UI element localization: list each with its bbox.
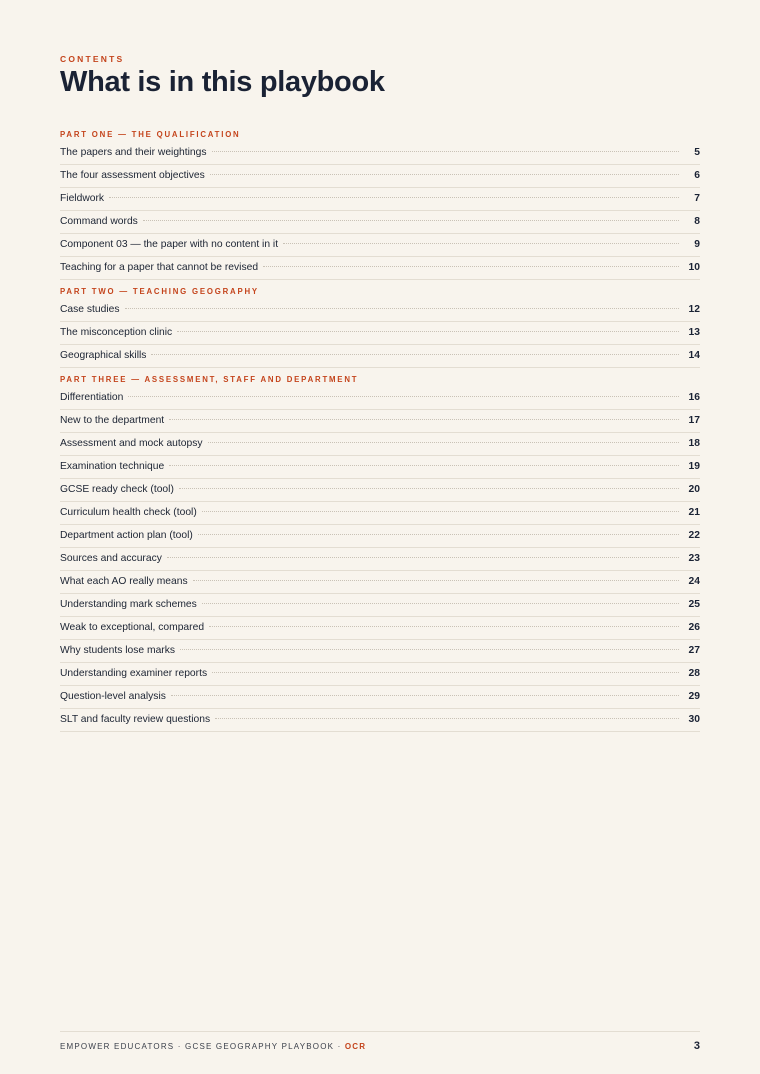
- toc-entry-title: The misconception clinic: [60, 327, 173, 338]
- toc-entry-page: 21: [688, 507, 700, 518]
- toc-entry-title: Weak to exceptional, compared: [60, 622, 205, 633]
- toc-entry-title: Assessment and mock autopsy: [60, 438, 203, 449]
- toc-entry[interactable]: [60, 640, 700, 663]
- toc-entry[interactable]: [60, 234, 700, 257]
- toc-entry-page: 16: [688, 392, 700, 403]
- toc-entry-title: Why students lose marks: [60, 645, 176, 656]
- toc-entry-title: Department action plan (tool): [60, 530, 193, 541]
- dot-leader: [167, 557, 679, 558]
- dot-leader: [208, 442, 679, 443]
- toc-entry[interactable]: [60, 410, 700, 433]
- toc-entry-page: 29: [688, 691, 700, 702]
- toc-entry-page: 6: [694, 170, 700, 181]
- toc-entry-title: Differentiation: [60, 392, 124, 403]
- toc-entry-page: 27: [688, 645, 700, 656]
- toc-entry-page: 8: [694, 216, 700, 227]
- toc-entry-title: Fieldwork: [60, 193, 105, 204]
- toc-entry[interactable]: [60, 142, 700, 165]
- toc-entry-page: 9: [694, 239, 700, 250]
- dot-leader: [169, 419, 679, 420]
- toc-entry[interactable]: [60, 594, 700, 617]
- table-of-contents: [60, 128, 700, 732]
- toc-entry-title: Component 03 — the paper with no content in it: [60, 239, 279, 250]
- toc-entry-title: SLT and faculty review questions: [60, 714, 211, 725]
- dot-leader: [193, 580, 679, 581]
- toc-entry-page: 19: [688, 461, 700, 472]
- toc-entry[interactable]: [60, 525, 700, 548]
- dot-leader: [169, 465, 679, 466]
- toc-entry-page: 17: [688, 415, 700, 426]
- toc-entry[interactable]: [60, 686, 700, 709]
- toc-entry-page: 12: [688, 304, 700, 315]
- toc-entry[interactable]: [60, 548, 700, 571]
- toc-entry[interactable]: [60, 322, 700, 345]
- dot-leader: [198, 534, 679, 535]
- toc-entry[interactable]: [60, 387, 700, 410]
- toc-entry[interactable]: [60, 502, 700, 525]
- toc-entry-title: Examination technique: [60, 461, 165, 472]
- toc-entry-page: 7: [694, 193, 700, 204]
- dot-leader: [151, 354, 679, 355]
- toc-entry[interactable]: [60, 433, 700, 456]
- toc-entry[interactable]: [60, 479, 700, 502]
- dot-leader: [125, 308, 679, 309]
- toc-entry-page: 5: [694, 147, 700, 158]
- dot-leader: [128, 396, 679, 397]
- dot-leader: [171, 695, 679, 696]
- dot-leader: [109, 197, 679, 198]
- dot-leader: [283, 243, 679, 244]
- toc-entry-page: 30: [688, 714, 700, 725]
- footer-page-number: 3: [693, 1040, 700, 1052]
- footer-board: OCR: [344, 1041, 367, 1051]
- toc-entry-title: New to the department: [60, 415, 165, 426]
- dot-leader: [177, 331, 679, 332]
- dot-leader: [202, 603, 679, 604]
- dot-leader: [263, 266, 679, 267]
- toc-entry-title: Curriculum health check (tool): [60, 507, 197, 518]
- toc-entry[interactable]: [60, 663, 700, 686]
- toc-entry-page: 14: [688, 350, 700, 361]
- toc-entry-page: 10: [688, 262, 700, 273]
- dot-leader: [209, 626, 679, 627]
- toc-entry[interactable]: [60, 617, 700, 640]
- toc-entry-title: Geographical skills: [60, 350, 147, 361]
- section-heading: PART TWO — TEACHING GEOGRAPHY: [60, 287, 259, 296]
- toc-entry-page: 13: [688, 327, 700, 338]
- toc-entry-title: Understanding mark schemes: [60, 599, 197, 610]
- dot-leader: [143, 220, 679, 221]
- page-title: What is in this playbook: [60, 66, 385, 98]
- footer-text: EMPOWER EDUCATORS · GCSE GEOGRAPHY PLAYBOOK ·: [60, 1041, 345, 1051]
- dot-leader: [180, 649, 679, 650]
- toc-entry-title: Teaching for a paper that cannot be revised: [60, 262, 259, 273]
- toc-entry[interactable]: [60, 456, 700, 479]
- toc-entry-page: 24: [688, 576, 700, 587]
- toc-entry-page: 26: [688, 622, 700, 633]
- contents-eyebrow: CONTENTS: [60, 54, 125, 64]
- toc-entry-title: Question-level analysis: [60, 691, 166, 702]
- toc-entry[interactable]: [60, 345, 700, 368]
- toc-entry-page: 23: [688, 553, 700, 564]
- dot-leader: [179, 488, 679, 489]
- toc-entry-page: 22: [688, 530, 700, 541]
- footer-label: [60, 1042, 366, 1051]
- toc-entry-page: 20: [688, 484, 700, 495]
- toc-entry-title: Command words: [60, 216, 138, 227]
- toc-entry[interactable]: [60, 299, 700, 322]
- toc-entry[interactable]: [60, 571, 700, 594]
- toc-entry-title: GCSE ready check (tool): [60, 484, 174, 495]
- toc-entry[interactable]: [60, 257, 700, 280]
- toc-entry-page: 28: [688, 668, 700, 679]
- section-heading: PART ONE — THE QUALIFICATION: [60, 130, 241, 139]
- toc-entry-page: 25: [688, 599, 700, 610]
- toc-entry[interactable]: [60, 211, 700, 234]
- toc-entry[interactable]: [60, 188, 700, 211]
- toc-entry-title: Understanding examiner reports: [60, 668, 208, 679]
- dot-leader: [210, 174, 679, 175]
- toc-entry-page: 18: [688, 438, 700, 449]
- toc-entry-title: What each AO really means: [60, 576, 188, 587]
- dot-leader: [212, 672, 679, 673]
- section-heading: PART THREE — ASSESSMENT, STAFF AND DEPARTMENT: [60, 375, 359, 384]
- dot-leader: [212, 151, 679, 152]
- toc-entry-title: The four assessment objectives: [60, 170, 205, 181]
- toc-entry-title: The papers and their weightings: [60, 147, 207, 158]
- toc-entry-title: Sources and accuracy: [60, 553, 162, 564]
- toc-entry[interactable]: [60, 709, 700, 732]
- dot-leader: [202, 511, 679, 512]
- toc-entry[interactable]: [60, 165, 700, 188]
- page-footer: [60, 1031, 700, 1052]
- dot-leader: [215, 718, 679, 719]
- toc-entry-title: Case studies: [60, 304, 120, 315]
